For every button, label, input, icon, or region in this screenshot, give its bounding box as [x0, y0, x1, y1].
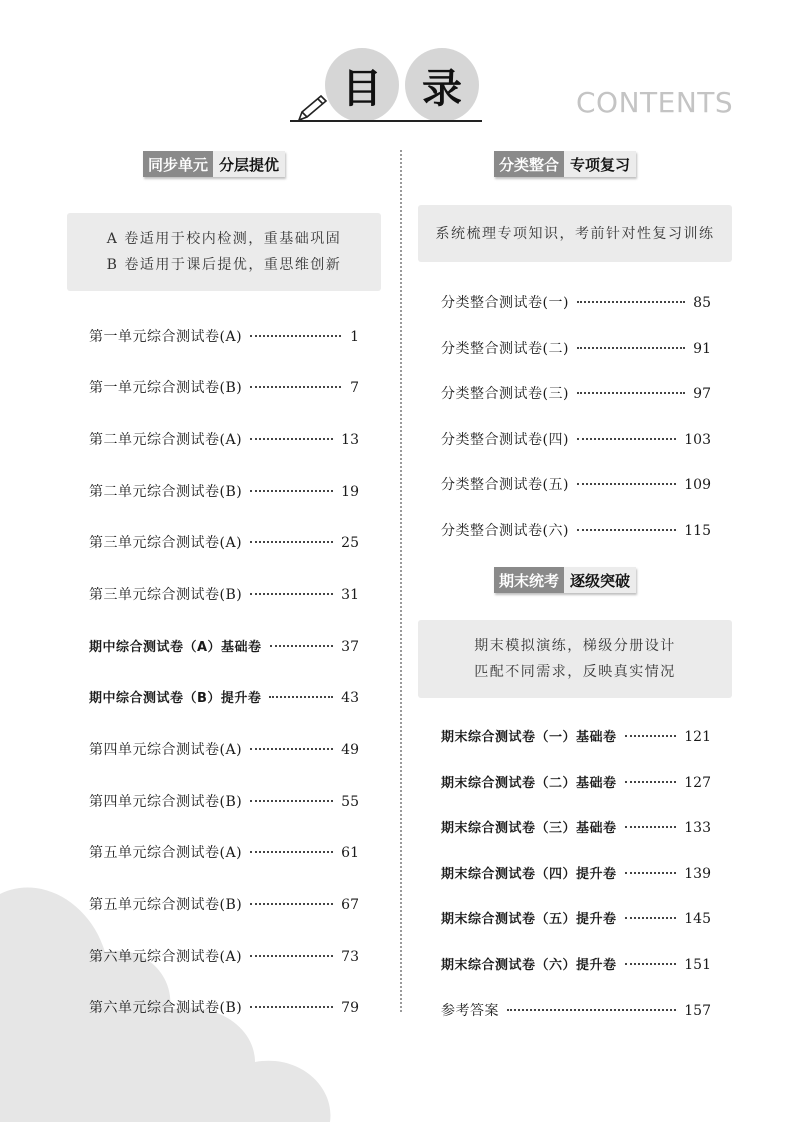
note-line: 匹配不同需求，反映真实情况: [474, 664, 676, 680]
note-line: B 卷适用于课后提优，重思维创新: [106, 257, 342, 273]
toc-entry[interactable]: 第五单元综合测试卷(B) 67: [89, 897, 359, 913]
section-tag: 分类整合: [494, 151, 564, 177]
note-line: A 卷适用于校内检测，重基础巩固: [106, 231, 342, 247]
toc-entry[interactable]: 期末综合测试卷（一）基础卷 121: [441, 729, 711, 745]
toc-entry[interactable]: 第四单元综合测试卷(A) 49: [89, 742, 359, 758]
toc-entry[interactable]: 分类整合测试卷(五) 109: [441, 477, 711, 493]
section-title: 分层提优: [213, 151, 285, 177]
column-divider: [400, 150, 402, 1012]
toc-entry[interactable]: 第六单元综合测试卷(A) 73: [89, 949, 359, 965]
toc-entry[interactable]: 分类整合测试卷(六) 115: [441, 523, 711, 539]
note-line: 系统梳理专项知识，考前针对性复习训练: [435, 225, 715, 242]
toc-entry[interactable]: 期末综合测试卷（二）基础卷 127: [441, 775, 711, 791]
toc-entry[interactable]: 分类整合测试卷(二) 91: [441, 341, 711, 357]
toc-entry[interactable]: 期中综合测试卷（A）基础卷 37: [89, 639, 359, 655]
toc-entry[interactable]: 分类整合测试卷(三) 97: [441, 386, 711, 402]
toc-entry[interactable]: 第三单元综合测试卷(B) 31: [89, 587, 359, 603]
section-title: 专项复习: [564, 151, 636, 177]
toc-right-2: [441, 0, 711, 1122]
toc-entry[interactable]: 第四单元综合测试卷(B) 55: [89, 794, 359, 810]
toc-entry-answers[interactable]: 参考答案 157: [441, 1003, 711, 1019]
toc-entry[interactable]: 期中综合测试卷（B）提升卷 43: [89, 690, 359, 706]
toc-entry[interactable]: 第一单元综合测试卷(B) 7: [89, 380, 359, 396]
toc-entry[interactable]: 第六单元综合测试卷(B) 79: [89, 1000, 359, 1016]
toc-entry[interactable]: 期末综合测试卷（五）提升卷 145: [441, 911, 711, 927]
toc-entry[interactable]: 期末综合测试卷（三）基础卷 133: [441, 820, 711, 836]
toc-entry[interactable]: 分类整合测试卷(四) 103: [441, 432, 711, 448]
toc-entry[interactable]: 第三单元综合测试卷(A) 25: [89, 535, 359, 551]
toc-entry[interactable]: 第五单元综合测试卷(A) 61: [89, 845, 359, 861]
section-title: 逐级突破: [564, 567, 636, 593]
title-char-2: 录: [405, 48, 479, 122]
toc-entry[interactable]: 第一单元综合测试卷(A) 1: [89, 329, 359, 345]
toc-entry[interactable]: 分类整合测试卷(一) 85: [441, 295, 711, 311]
toc-entry[interactable]: 第二单元综合测试卷(A) 13: [89, 432, 359, 448]
toc-entry[interactable]: 第二单元综合测试卷(B) 19: [89, 484, 359, 500]
contents-subtitle: CONTENTS: [576, 86, 734, 119]
section-tag: 期末统考: [494, 567, 564, 593]
section-tag: 同步单元: [143, 151, 213, 177]
toc-entry[interactable]: 期末综合测试卷（四）提升卷 139: [441, 866, 711, 882]
toc-left: [89, 0, 359, 1122]
note-line: 期末模拟演练，梯级分册设计: [474, 638, 676, 654]
title-char-1: 目: [325, 48, 399, 122]
toc-entry[interactable]: 期末综合测试卷（六）提升卷 151: [441, 957, 711, 973]
